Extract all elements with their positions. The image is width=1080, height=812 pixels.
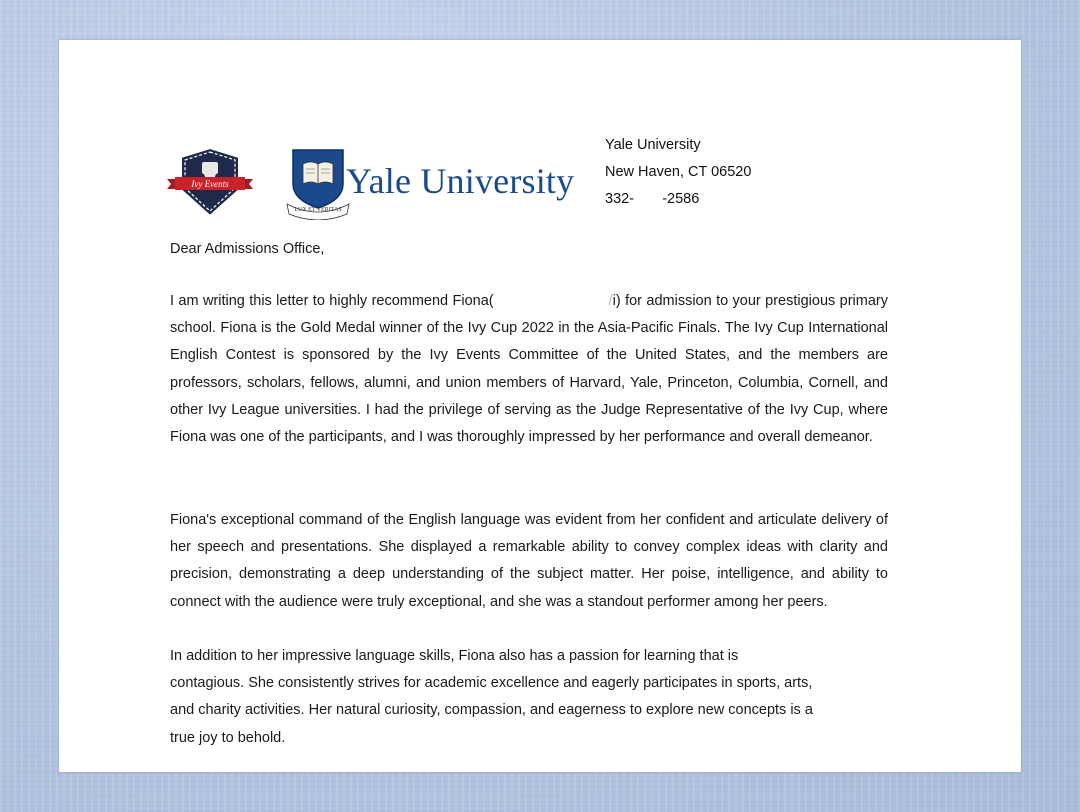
paragraph-3-line: In addition to her impressive language skills, Fiona also has a passion for learning that is — [170, 648, 739, 664]
paragraph-1-start: I am writing this letter to highly recommend Fiona( — [170, 293, 494, 309]
paragraph-3 — [170, 643, 870, 752]
paragraph-3-line: contagious. She consistently strives for academic excellence and eagerly participates in sports, arts, — [170, 675, 813, 692]
yale-motto: LUX ET VERITAS — [294, 207, 342, 213]
address-line-1: Yale University — [605, 137, 701, 153]
yale-wordmark: Yale University — [346, 161, 575, 201]
salutation: Dear Admissions Office, — [170, 241, 325, 257]
address-phone: 332- -2586 — [605, 191, 700, 207]
ivy-events-logo — [165, 146, 255, 218]
redaction-trace: / — [608, 293, 613, 309]
sender-address — [605, 132, 751, 213]
paragraph-1 — [170, 288, 888, 451]
paragraph-1-rest: i) for admission to your prestigious primary school. Fiona is the Gold Medal winner of the Ivy Cup 2022 in the Asia-Pacific Finals. The Ivy Cup International English Contest is sponsored by the Ivy Events Committee of the United States, and the members are professors, scholars, fellows, alumni, and union members of Harvard, Yale, Princeton, Columbia, Cornell, and other Ivy League universities. I had the privilege of serving as the Judge Representative of the Ivy Cup, where Fiona was one of the participants, and I was thoroughly impressed by her performance and overall demeanor. — [170, 293, 888, 446]
paragraph-3-line: and charity activities. Her natural curiosity, compassion, and eagerness to explore new concepts is a — [170, 702, 813, 719]
letter-page — [59, 40, 1021, 772]
address-line-2: New Haven, CT 06520 — [605, 164, 752, 180]
paragraph-3-line: true joy to behold. — [170, 729, 286, 746]
paragraph-2: Fiona's exceptional command of the English language was evident from her confident and articulate delivery of her speech and presentations. She displayed a remarkable ability to convey complex ideas with clarity and precision, demonstrating a deep understanding of the subject matter. Her poise, intelligence, and ability to connect with the audience were truly exceptional, and she was a standout performer among her peers. — [170, 512, 888, 610]
ivy-banner-text: Ivy Events — [191, 179, 229, 189]
